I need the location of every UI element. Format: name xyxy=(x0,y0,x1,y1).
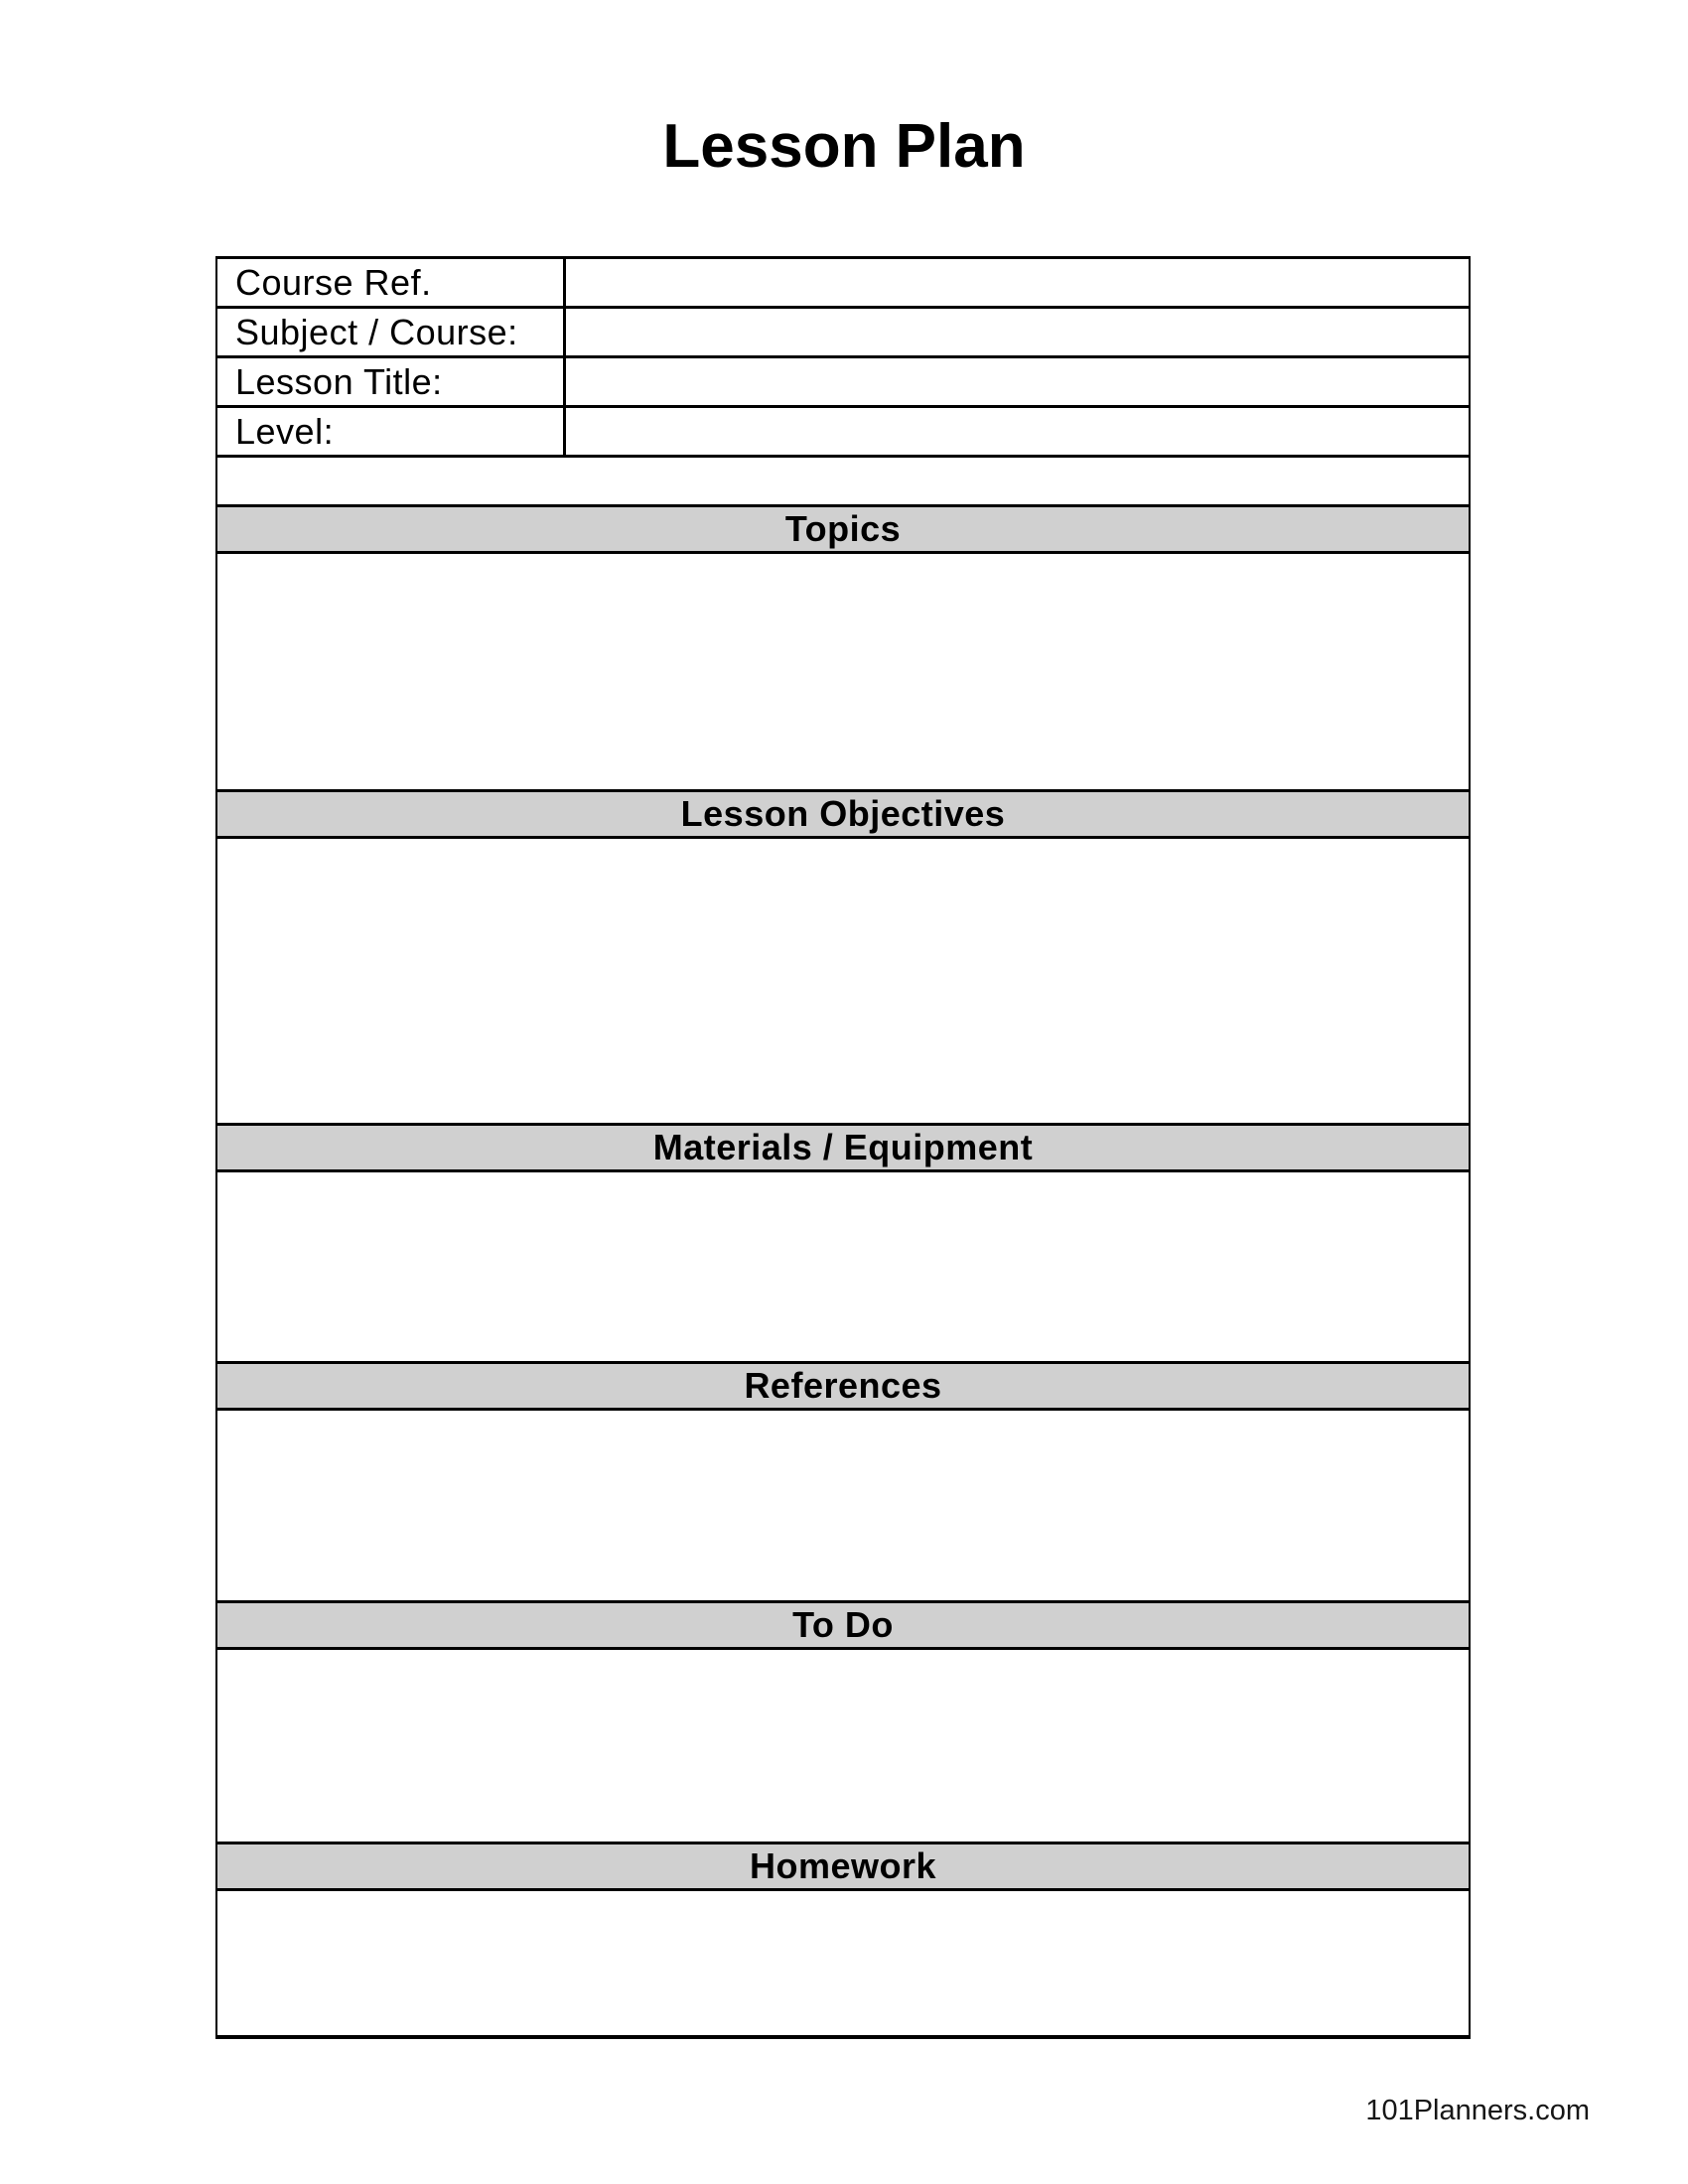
section-body-topics[interactable] xyxy=(217,554,1469,789)
info-label-level: Level: xyxy=(217,408,566,455)
section-header-materials-equipment xyxy=(217,1123,1469,1172)
section-body-references[interactable] xyxy=(217,1411,1469,1600)
section-header-topics xyxy=(217,504,1469,554)
section-title-lesson-objectives: Lesson Objectives xyxy=(680,793,1006,834)
info-label-subject-course: Subject / Course: xyxy=(217,309,566,355)
section-body-lesson-objectives[interactable] xyxy=(217,839,1469,1123)
section-body-materials-equipment[interactable] xyxy=(217,1172,1469,1361)
page-title: Lesson Plan xyxy=(662,112,1026,181)
lesson-plan-form xyxy=(215,256,1471,2039)
info-row-subject-course xyxy=(217,309,1469,358)
info-row-level xyxy=(217,408,1469,458)
section-title-materials-equipment: Materials / Equipment xyxy=(652,1127,1034,1167)
section-header-lesson-objectives xyxy=(217,789,1469,839)
section-body-homework[interactable] xyxy=(217,1891,1469,2035)
info-label-course-ref: Course Ref. xyxy=(217,259,566,306)
info-value-subject-course[interactable] xyxy=(566,309,1469,355)
section-header-to-do xyxy=(217,1600,1469,1650)
info-row-course-ref xyxy=(217,259,1469,309)
footer-site-name: 101Planners.com xyxy=(1365,2095,1590,2126)
section-header-references xyxy=(217,1361,1469,1411)
section-header-homework xyxy=(217,1842,1469,1891)
section-title-to-do: To Do xyxy=(792,1604,894,1645)
section-body-to-do[interactable] xyxy=(217,1650,1469,1842)
info-value-level[interactable] xyxy=(566,408,1469,455)
section-title-homework: Homework xyxy=(749,1845,937,1886)
info-value-lesson-title[interactable] xyxy=(566,358,1469,405)
section-title-references: References xyxy=(744,1365,942,1406)
section-title-topics: Topics xyxy=(784,508,902,549)
info-row-lesson-title xyxy=(217,358,1469,408)
spacer-row xyxy=(217,458,1469,504)
info-label-lesson-title: Lesson Title: xyxy=(217,358,566,405)
info-value-course-ref[interactable] xyxy=(566,259,1469,306)
